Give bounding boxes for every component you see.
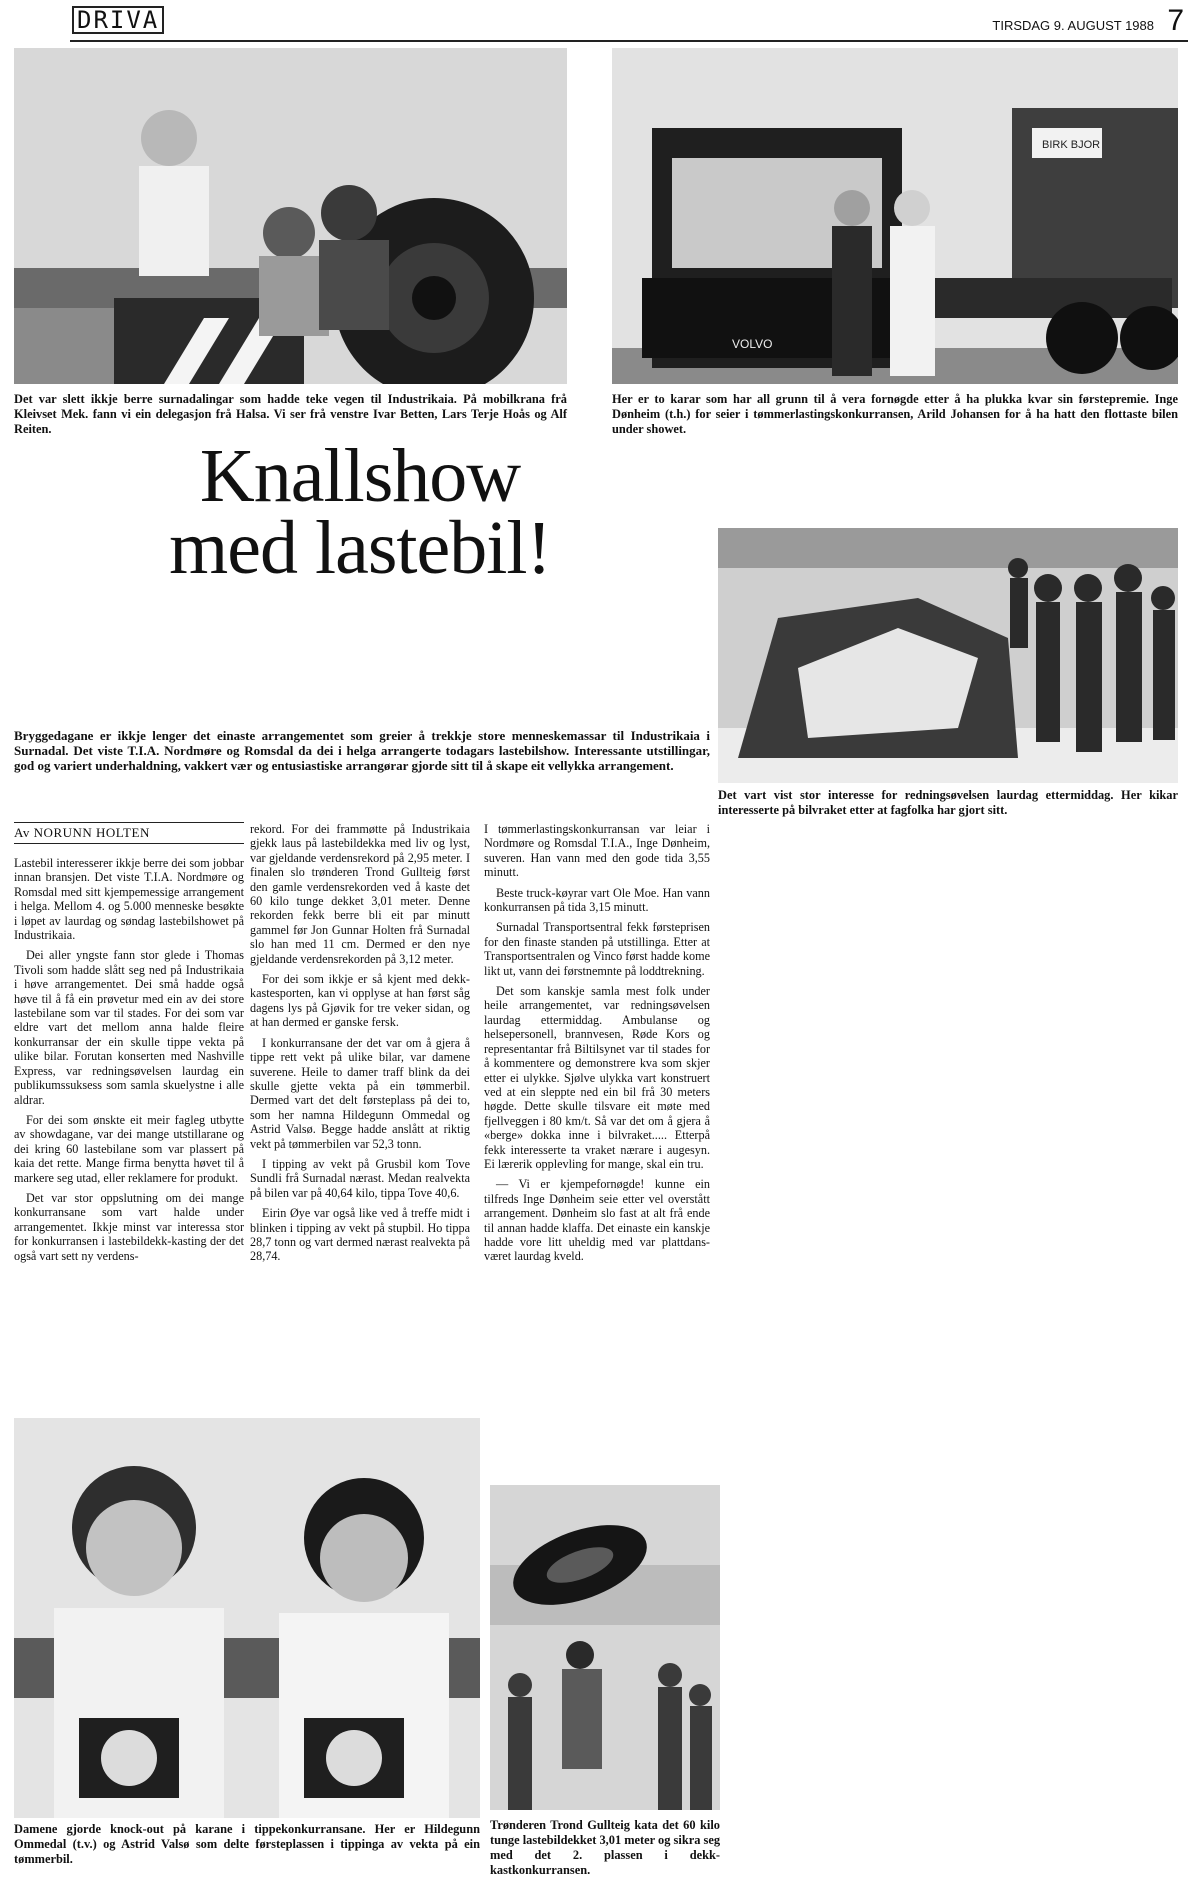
masthead bbox=[70, 4, 1188, 42]
col1-paragraph: Lastebil interesserer ikkje berre dei som jobbar innan bransjen. Det viste T.I.A. Nordmøre og Romsdal med sitt kjempemessige arrangement i helga. Mellom 4. og 5.000 menneske besøkte i løpet av laurdag og søndag lastebilshowet på Industrikaia. bbox=[14, 856, 244, 943]
article-column-1 bbox=[14, 856, 244, 1269]
col3-paragraph: Beste truck-køyrar vart Ole Moe. Han vann konkurransen på tida 3,15 minutt. bbox=[484, 885, 710, 915]
photo-crane-delegation bbox=[14, 48, 567, 384]
photo-crane-image bbox=[14, 48, 567, 384]
issue-date: TIRSDAG 9. AUGUST 1988 bbox=[992, 18, 1154, 33]
photo-truck-image bbox=[612, 48, 1178, 384]
page-number: 7 bbox=[1167, 4, 1184, 37]
photo-truck-caption: Her er to karar som har all grunn til å vera fornøgde etter å ha plukka kvar sin førstepremie. Inge Dønheim (t.h.) for seier i tømmerlastingskonkurransen, Arild Johansen for å ha hatt den flottaste bilen under showet. bbox=[612, 392, 1178, 436]
col2-paragraph: I konkurransane der det var om å gjera å tippe rett vekt på ulike bilar, var damene suverene. Heile to damer traff blink da dei skulle gjette vekta på ein tømmerbil. Dermed vart det delt førsteplass på dei to, som her namna Hildegunn Ommedal og Astrid Valsø. Begge hadde anslått at riktig vekt på tømmerbilen var 52,3 tonn. bbox=[250, 1035, 470, 1151]
photo-wreck-caption: Det vart vist stor interesse for redningsøvelsen laurdag ettermiddag. Her kikar interesserte på bilvraket etter at fagfolka har gjort sitt. bbox=[718, 788, 1178, 817]
col3-paragraph: Det som kanskje samla mest folk under heile arrangementet, var redningsøvelsen laurdag ettermiddag. Ambulanse og helsepersonell, brannvesen, Røde Kors og representantar frå Biltilsynet var til stades for å kommentere og demonstrere kva som skjer etter ei ulykke. Sjølve ulykka vart konstruert ved at ein sleppte ned ein bil frå 30 meters høgde. Dette skulle tilsvare eit møte med fjellveggen i 80 km/t. Så var det om å gjera å «berge» dokka inne i bilvraket..... Etterpå fekk interesserte ta vraket nærare i augesyn. Ei lærerik opplevling for mange, skal ein tru. bbox=[484, 984, 710, 1171]
article-column-3 bbox=[484, 822, 710, 1270]
article-column-2 bbox=[250, 822, 470, 1270]
col2-paragraph: Eirin Øye var også like ved å treffe midt i blinken i tipping av vekt på stupbil. Ho tippa 28,7 tonn og vart dermed nærast realvekta på 28,74. bbox=[250, 1206, 470, 1264]
article-lead: Bryggedagane er ikkje lenger det einaste arrangementet som greier å trekkje store menneskemassar til Industrikaia i Surnadal. Det viste T.I.A. Nordmøre og Romsdal da dei i helga arrangerte todagars lastebilshow. Interessante utstillingar, god og variert underhaldning, vakkert vær og entusiastiske arrangørar gjorde sitt til å skape eit vellykka arrangement. bbox=[14, 728, 710, 773]
col3-paragraph: I tømmerlastingskonkurransan var leiar i Nordmøre og Romsdal T.I.A., Inge Dønheim, suveren. Han vann med den gode tida 3,55 minutt. bbox=[484, 822, 710, 880]
photo-women-image bbox=[14, 1418, 480, 1818]
col1-paragraph: Det var stor oppslutning om dei mange konkurransane som vart halde under arrangementet. Ikkje minst var interessa stor for konkurransen i lastebildekk-kasting der det også vart sett ny verdens- bbox=[14, 1190, 244, 1263]
photo-tyre-image bbox=[490, 1485, 720, 1810]
photo-rescue-wreck bbox=[718, 528, 1178, 783]
col3-paragraph: Surnadal Transportsentral fekk førsteprisen for den finaste standen på utstillinga. Etter at Transportsentralen og Vinco først hadde kome likt ut, vann dei førstnemnte på loddtrekning. bbox=[484, 920, 710, 978]
headline bbox=[60, 434, 660, 590]
headline-line-1: Knallshow bbox=[199, 434, 521, 518]
col2-paragraph: rekord. For dei frammøtte på Industrikaia gjekk laus på lastebildekka med liv og lyst, var gjeldande verdensrekord på 2,95 meter. I finalen slo trønderen Trond Gullteig først den gamle verdensrekorden ved å kaste det 60 kilo tunge dekket 3,01 meter. Denne rekorden fekk berre bli eit par minutt gammel før Jon Gunnar Holten frå Surnadal slo han med 11 cm. Dermed er den nye gjeldande verdensrekorden på 3,12 meter. bbox=[250, 822, 470, 966]
col3-paragraph: — Vi er kjempefornøgde! kunne ein tilfreds Inge Dønheim seie etter vel overstått arrangement. Dønheim slo fast at alt frå ende til annan hadde klaffa. Det einaste ein kanskje hadde vore litt uheldig med var plattdans- været laurdag kveld. bbox=[484, 1177, 710, 1264]
col2-paragraph: I tipping av vekt på Grusbil kom Tove Sundli frå Surnadal nærast. Medan realvekta på bilen var på 40,64 kilo, tippa Tove 40,6. bbox=[250, 1156, 470, 1200]
photo-crane-caption: Det var slett ikkje berre surnadalingar som hadde teke vegen til Industrikaia. På mobilkrana frå Kleivset Mek. fann vi ein delegasjon frå Halsa. Vi ser frå venstre Ivar Betten, Lars Terje Hoås og Alf Reiten. bbox=[14, 392, 567, 436]
byline: Av NORUNN HOLTEN bbox=[14, 822, 244, 844]
newspaper-logo: DRIVA bbox=[72, 6, 164, 34]
photo-truck-winners bbox=[612, 48, 1178, 384]
sign-text: BIRK BJOR bbox=[1042, 139, 1101, 151]
photo-tyre-throw bbox=[490, 1485, 720, 1810]
photo-women-caption: Damene gjorde knock-out på karane i tippekonkurransane. Her er Hildegunn Ommedal (t.v.) og Astrid Valsø som delte førsteplassen i tippinga av vekta på ein tømmerbil. bbox=[14, 1822, 480, 1866]
col1-paragraph: Dei aller yngste fann stor glede i Thomas Tivoli som hadde slått seg ned på Industrikaia i høve arrangementet. Dei små hadde også høve til å få ein prøvetur med ein av dei store lastebilane som var til stades. For dei som var eldre vart det mellom anna halde fleire konkurransar der ein skulle tippe vekta på ulike bilar. Forutan konserten med Nashville Express, var redningsøvelsen laurdag ein publikumssuksess som samla skuelystne i alle aldrar. bbox=[14, 948, 244, 1107]
col2-paragraph: For dei som ikkje er så kjent med dekk-kastesporten, kan vi opplyse at han først såg dagens lys på Gjøvik for tre veker sidan, og at han dermed er ganske fersk. bbox=[250, 972, 470, 1030]
photo-weight-guess-winners bbox=[14, 1418, 480, 1818]
headline-line-2: med lastebil! bbox=[169, 506, 551, 590]
photo-tyre-caption: Trønderen Trond Gullteig kata det 60 kilo tunge lastebildekket 3,01 meter og sikra seg med det 2. plassen i dekk-kastkonkurransen. bbox=[490, 1818, 721, 1877]
truck-brand-text: VOLVO bbox=[732, 337, 773, 351]
col1-paragraph: For dei som ønskte eit meir fagleg utbytte av showdagane, var dei mange utstillarane og dei kring 60 lastebilane som var plassert på kaia det rette. Mange firma benytta høvet til å markere seg utad, eller reklamere for produkt. bbox=[14, 1112, 244, 1185]
photo-wreck-image bbox=[718, 528, 1178, 783]
